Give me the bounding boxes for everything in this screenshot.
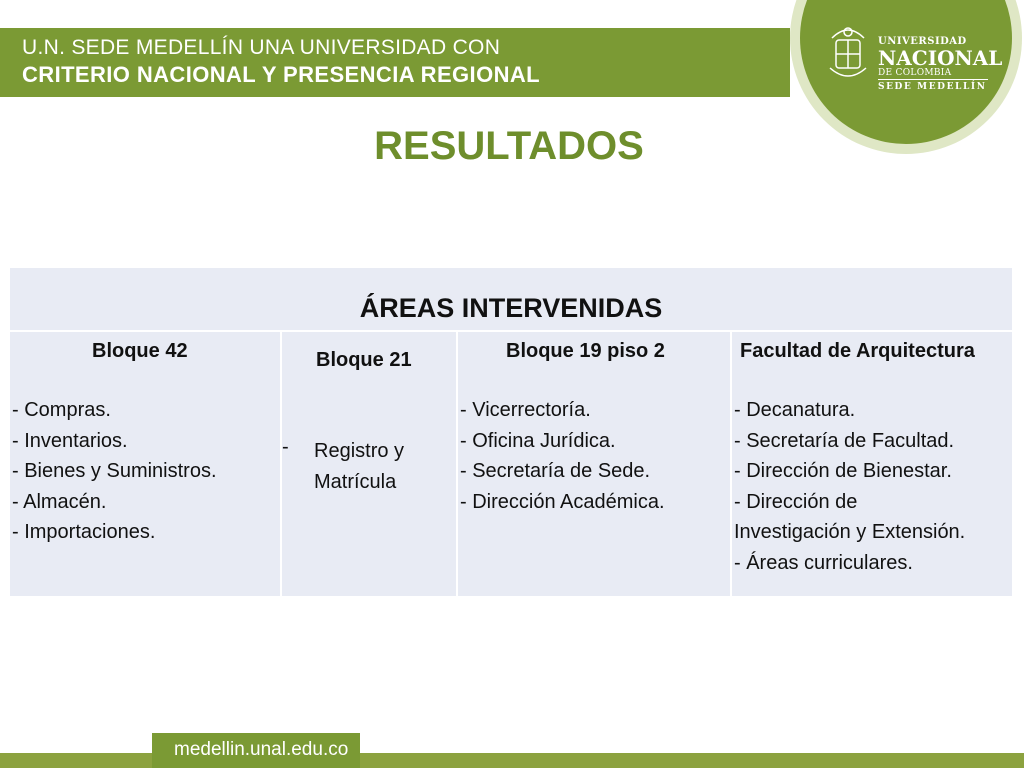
- column-title: Bloque 19 piso 2: [506, 340, 665, 362]
- header-tagline-line2: CRITERIO NACIONAL Y PRESENCIA REGIONAL: [22, 62, 540, 87]
- list-item: - Compras.: [12, 399, 111, 421]
- list-item: - Secretaría de Sede.: [460, 460, 651, 482]
- list-item: - Vicerrectoría.: [460, 399, 591, 421]
- list-item: - Dirección de: [734, 490, 858, 513]
- column-title: Facultad de Arquitectura: [740, 340, 975, 362]
- university-seal-icon: [822, 18, 874, 90]
- list-item: - Decanatura.: [734, 399, 856, 421]
- logo-text-nacional: NACIONAL: [878, 46, 1003, 70]
- areas-table: [10, 268, 1012, 596]
- header-tagline-line1: U.N. SEDE MEDELLÍN UNA UNIVERSIDAD CON: [22, 36, 501, 59]
- list-bullet: -: [282, 436, 289, 458]
- list-item: - Oficina Jurídica.: [460, 429, 616, 452]
- list-item: - Dirección Académica.: [460, 490, 665, 513]
- column-items: [12, 395, 217, 548]
- column-facultad-arquitectura: [732, 332, 1012, 596]
- column-items: [734, 395, 965, 578]
- list-item: - Inventarios.: [12, 429, 128, 452]
- column-bloque-19: [458, 332, 730, 596]
- page-title: RESULTADOS: [374, 124, 644, 168]
- logo-divider: [878, 79, 988, 80]
- list-item: Investigación y Extensión.: [734, 521, 966, 543]
- list-item: Matrícula: [314, 470, 397, 493]
- logo-text-universidad: UNIVERSIDAD: [878, 36, 967, 47]
- list-item: - Almacén.: [12, 490, 107, 513]
- column-bloque-42: [10, 332, 280, 596]
- logo-text-de-colombia: DE COLOMBIA: [878, 68, 952, 78]
- list-item: - Importaciones.: [12, 521, 156, 543]
- list-item: - Dirección de Bienestar.: [734, 460, 952, 482]
- list-item: - Áreas curriculares.: [734, 551, 913, 574]
- column-title: Bloque 42: [92, 340, 188, 362]
- table-header-row: [10, 268, 1012, 332]
- column-bloque-21: [282, 332, 456, 596]
- column-title: Bloque 21: [316, 349, 412, 371]
- list-item: - Bienes y Suministros.: [12, 460, 217, 482]
- table-header-text: ÁREAS INTERVENIDAS: [359, 293, 663, 323]
- list-item: Registro y: [314, 440, 405, 462]
- list-item: - Secretaría de Facultad.: [734, 429, 955, 452]
- logo-text-sede: SEDE MEDELLÍN: [878, 82, 987, 92]
- column-items: [460, 395, 665, 517]
- footer-url[interactable]: medellin.unal.edu.co: [174, 739, 349, 760]
- column-items: [314, 436, 404, 497]
